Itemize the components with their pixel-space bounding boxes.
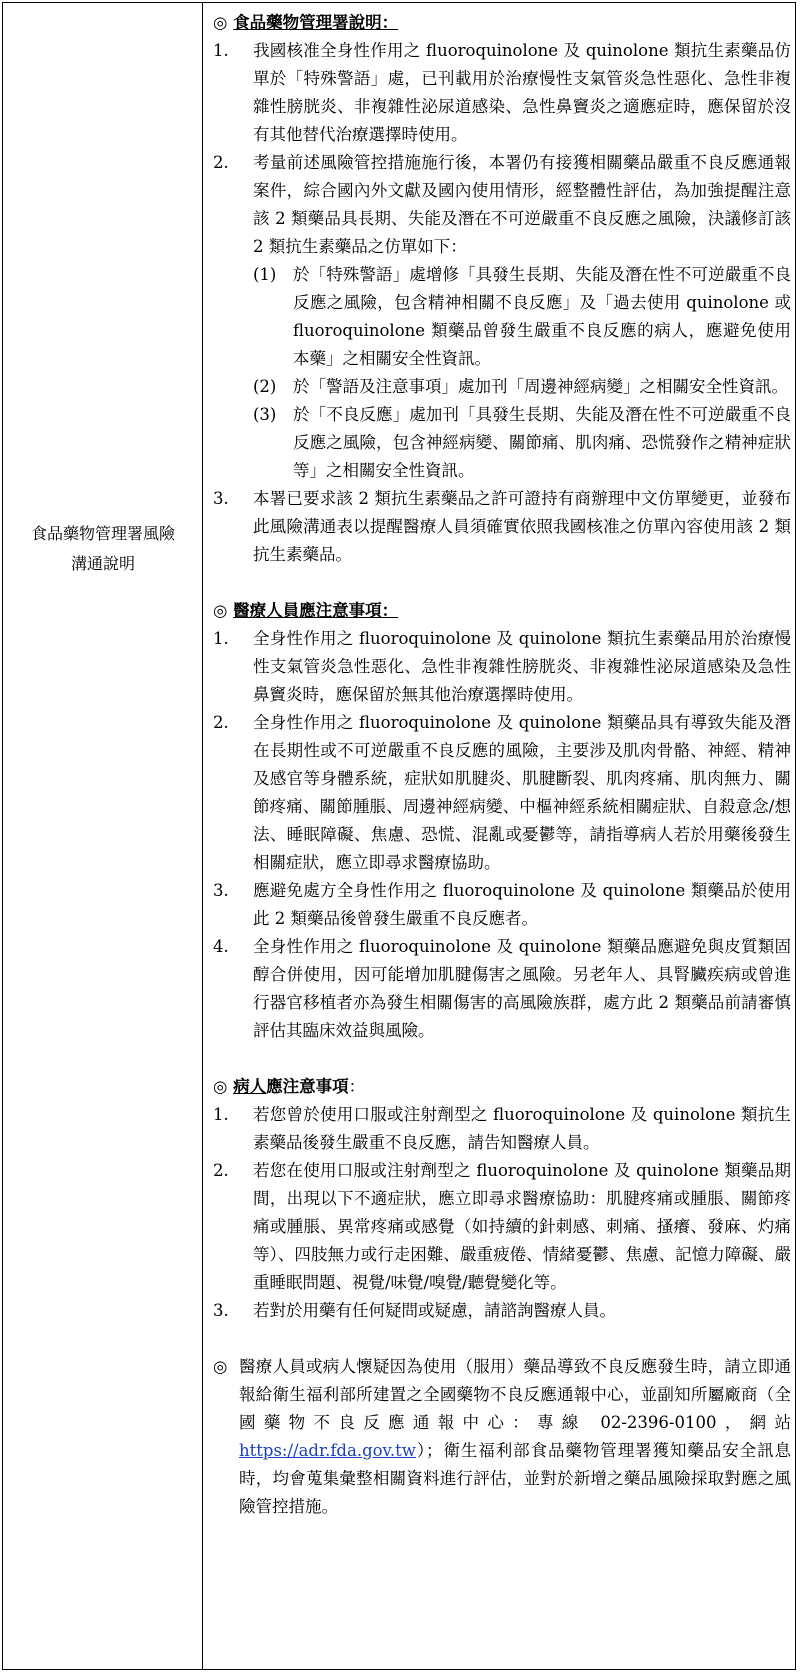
right-column xyxy=(213,9,791,1521)
item-number: 4. xyxy=(213,937,229,956)
item-text: 若您曾於使用口服或注射劑型之 fluoroquinolone 及 quinolone 類抗生素藥品後發生嚴重不良反應，請告知醫療人員。 xyxy=(253,1105,791,1152)
sub-item-number: (2) xyxy=(253,377,277,396)
note-text-before: 醫療人員或病人懷疑因為使用（服用）藥品導致不良反應發生時，請立即通報給衛生福利部所建置之全國藥物不良反應通報中心，並副知所屬廠商（全國藥物不良反應通報中心：專線 02-2396-0100，網站 xyxy=(239,1357,791,1432)
item-number: 1. xyxy=(213,41,229,60)
spacer xyxy=(213,569,791,597)
item-text: 若對於用藥有任何疑問或疑慮，請諮詢醫療人員。 xyxy=(253,1301,616,1320)
reporting-note xyxy=(213,1353,791,1521)
patient-heading-underlined: 病人 xyxy=(233,1077,267,1096)
hcp-heading xyxy=(213,597,791,625)
sub-item-number: (1) xyxy=(253,265,277,284)
item-number: 2. xyxy=(213,713,229,732)
item-text: 全身性作用之 fluoroquinolone 及 quinolone 類抗生素藥品用於治療慢性支氣管炎急性惡化、急性非複雜性膀胱炎、非複雜性泌尿道感染及急性鼻竇炎時，應保留於無其他治療選擇時使用。 xyxy=(253,629,791,704)
note-text-after: ）；衛生福利部食品藥物管理署獲知藥品安全訊息時，均會蒐集彙整相關資料進行評估，並對於新增之藥品風險採取對應之風險管控措施。 xyxy=(239,1441,791,1516)
sub-list-item xyxy=(213,261,791,373)
sub-item-text: 於「不良反應」處加刊「具發生長期、失能及潛在性不可逆嚴重不良反應之風險，包含神經病變、關節痛、肌肉痛、恐慌發作之精神症狀等」之相關安全性資訊。 xyxy=(293,405,791,480)
patient-heading-text: 應注意事項 xyxy=(266,1077,349,1096)
hcp-heading-text: 醫療人員應注意事項： xyxy=(233,601,399,620)
patient-heading-colon: ： xyxy=(348,1077,366,1096)
item-text: 考量前述風險管控措施施行後，本署仍有接獲相關藥品嚴重不良反應通報案件，綜合國內外文獻及國內使用情形，經整體性評估，為加強提醒注意該 2 類藥品具長期、失能及潛在不可逆嚴重不良反應之風險，決議修訂該 2 類抗生素藥品之仿單如下： xyxy=(253,153,791,256)
bullet-symbol: ◎ xyxy=(213,601,228,620)
list-item xyxy=(213,37,791,149)
adr-website-link[interactable]: https://adr.fda.gov.tw xyxy=(239,1441,416,1460)
sub-item-text: 於「警語及注意事項」處加刊「周邊神經病變」之相關安全性資訊。 xyxy=(293,377,788,396)
list-item xyxy=(213,933,791,1045)
bullet-symbol: ◎ xyxy=(213,1077,228,1096)
sub-list-item xyxy=(213,373,791,401)
item-text: 我國核准全身性作用之 fluoroquinolone 及 quinolone 類抗生素藥品仿單於「特殊警語」處，已刊載用於治療慢性支氣管炎急性惡化、急性非複雜性膀胱炎、非複雜性泌尿道感染、急性鼻竇炎之適應症時，應保留於沒有其他替代治療選擇時使用。 xyxy=(253,41,791,144)
list-item xyxy=(213,709,791,877)
item-number: 3. xyxy=(213,489,229,508)
list-item xyxy=(213,149,791,261)
item-text: 應避免處方全身性作用之 fluoroquinolone 及 quinolone 類藥品於使用此 2 類藥品後曾發生嚴重不良反應者。 xyxy=(253,881,791,928)
sub-item-text: 於「特殊警語」處增修「具發生長期、失能及潛在性不可逆嚴重不良反應之風險，包含精神相關不良反應」及「過去使用 quinolone 或 fluoroquinolone 類藥品曾發生嚴重不良反應的病人，應避免使用本藥」之相關安全性資訊。 xyxy=(293,265,791,368)
bullet-symbol: ◎ xyxy=(213,1357,228,1376)
spacer xyxy=(213,1325,791,1353)
item-text: 若您在使用口服或注射劑型之 fluoroquinolone 及 quinolone 類藥品期間，出現以下不適症狀，應立即尋求醫療協助：肌腱疼痛或腫脹、關節疼痛或腫脹、異常疼痛或感覺（如持續的針刺感、刺痛、搔癢、發麻、灼痛等）、四肢無力或行走困難、嚴重疲倦、情緒憂鬱、焦慮、記憶力障礙、嚴重睡眠問題、視覺/味覺/嗅覺/聽覺變化等。 xyxy=(253,1161,791,1292)
bullet-symbol: ◎ xyxy=(213,13,228,32)
list-item xyxy=(213,1297,791,1325)
sub-list-item xyxy=(213,401,791,485)
risk-communication-table xyxy=(2,2,796,1670)
list-item xyxy=(213,625,791,709)
list-item xyxy=(213,1101,791,1157)
list-item xyxy=(213,1157,791,1297)
item-number: 1. xyxy=(213,1105,229,1124)
item-text: 全身性作用之 fluoroquinolone 及 quinolone 類藥品具有導致失能及潛在長期性或不可逆嚴重不良反應的風險，主要涉及肌肉骨骼、神經、精神及感官等身體系統，症狀如肌腱炎、肌腱斷裂、肌肉疼痛、肌肉無力、關節疼痛、關節腫脹、周邊神經病變、中樞神經系統相關症狀、自殺意念/想法、睡眠障礙、焦慮、恐慌、混亂或憂鬱等，請指導病人若於用藥後發生相關症狀，應立即尋求醫療協助。 xyxy=(253,713,791,872)
item-number: 1. xyxy=(213,629,229,648)
section-label: 食品藥物管理署風險 溝通說明 xyxy=(30,524,175,573)
fda-heading xyxy=(213,9,791,37)
item-number: 2. xyxy=(213,1161,229,1180)
patient-heading xyxy=(213,1073,791,1101)
item-number: 3. xyxy=(213,1301,229,1320)
item-text: 全身性作用之 fluoroquinolone 及 quinolone 類藥品應避免與皮質類固醇合併使用，因可能增加肌腱傷害之風險。另老年人、具腎臟疾病或曾進行器官移植者亦為發生相關傷害的高風險族群，處方此 2 類藥品前請審慎評估其臨床效益與風險。 xyxy=(253,937,791,1040)
item-number: 3. xyxy=(213,881,229,900)
list-item xyxy=(213,877,791,933)
sub-item-number: (3) xyxy=(253,405,277,424)
list-item xyxy=(213,485,791,569)
item-number: 2. xyxy=(213,153,229,172)
fda-heading-text: 食品藥物管理署說明： xyxy=(233,13,399,32)
item-text: 本署已要求該 2 類抗生素藥品之許可證持有商辦理中文仿單變更，並發布此風險溝通表以提醒醫療人員須確實依照我國核准之仿單內容使用該 2 類抗生素藥品。 xyxy=(253,489,791,564)
left-column xyxy=(3,3,203,1669)
spacer xyxy=(213,1045,791,1073)
